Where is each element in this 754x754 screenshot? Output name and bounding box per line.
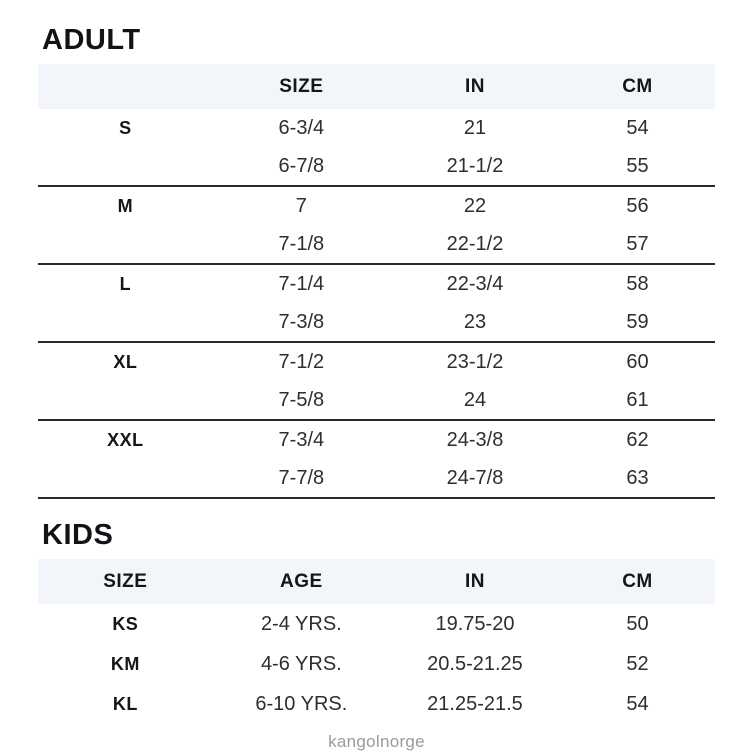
cm-cell: 52 [626, 652, 649, 675]
hat-size-cell: 7 [295, 194, 307, 217]
inches-cell: 24-7/8 [390, 459, 560, 498]
inches-cell: 24-3/8 [446, 428, 504, 451]
footer-watermark: kangolnorge [328, 732, 425, 751]
size-group-label: M [117, 195, 134, 216]
kids-table-row [38, 604, 715, 644]
inches-cell: 22-1/2 [390, 225, 560, 264]
kids-col-header-age: AGE [213, 559, 390, 604]
size-group-label: S [119, 117, 132, 138]
adult-col-header-in: IN [390, 64, 560, 109]
age-cell: 6-10 YRS. [255, 692, 348, 715]
inches-cell: 20.5-21.25 [427, 652, 523, 675]
cm-cell: 56 [626, 194, 649, 217]
size-group-label [38, 225, 213, 264]
cm-cell: 62 [626, 428, 649, 451]
adult-section-title: ADULT [42, 24, 141, 56]
inches-cell: 23-1/2 [446, 350, 504, 373]
size-group-label [38, 303, 213, 342]
adult-table-row [38, 147, 715, 186]
cm-cell: 61 [560, 381, 715, 420]
adult-col-header-blank [38, 64, 213, 109]
inches-cell: 23 [390, 303, 560, 342]
cm-cell: 55 [560, 147, 715, 186]
size-group-label: XL [113, 351, 138, 372]
inches-cell: 21 [463, 116, 487, 139]
inches-cell: 21-1/2 [390, 147, 560, 186]
adult-table-row [38, 109, 715, 147]
size-group-label: L [119, 273, 132, 294]
inches-cell: 21.25-21.5 [427, 692, 523, 715]
adult-size-table [38, 64, 715, 499]
cm-cell: 63 [560, 459, 715, 498]
inches-cell: 19.75-20 [435, 612, 515, 635]
inches-cell: 22-3/4 [446, 272, 504, 295]
kids-table-row [38, 644, 715, 684]
kids-col-header-in: IN [390, 559, 560, 604]
age-cell: 2-4 YRS. [260, 612, 342, 635]
kids-size-table [38, 559, 715, 724]
hat-size-cell: 6-3/4 [278, 116, 325, 139]
cm-cell: 59 [560, 303, 715, 342]
hat-size-cell: 7-1/8 [213, 225, 390, 264]
kids-col-header-cm: CM [560, 559, 715, 604]
inches-cell: 22 [463, 194, 487, 217]
hat-size-cell: 6-7/8 [213, 147, 390, 186]
cm-cell: 50 [626, 612, 649, 635]
hat-size-cell: 7-5/8 [213, 381, 390, 420]
size-group-label: XXL [107, 429, 144, 450]
hat-size-cell: 7-3/4 [278, 428, 325, 451]
hat-size-cell: 7-1/2 [278, 350, 325, 373]
size-group-label: KL [112, 693, 138, 714]
age-cell: 4-6 YRS. [260, 652, 342, 675]
adult-table-row [38, 459, 715, 498]
adult-table-header-row [38, 64, 715, 109]
cm-cell: 57 [560, 225, 715, 264]
hat-size-cell: 7-1/4 [278, 272, 325, 295]
adult-table-row [38, 381, 715, 420]
kids-table-header-row [38, 559, 715, 604]
adult-table-row [38, 342, 715, 381]
adult-col-header-cm: CM [560, 64, 715, 109]
cm-cell: 54 [626, 116, 649, 139]
adult-table-row [38, 420, 715, 459]
adult-table-row [38, 225, 715, 264]
cm-cell: 58 [626, 272, 649, 295]
kids-col-header-size: SIZE [38, 559, 213, 604]
adult-table-row [38, 264, 715, 303]
adult-table-row [38, 303, 715, 342]
kids-table-row [38, 684, 715, 724]
hat-size-cell: 7-7/8 [213, 459, 390, 498]
inches-cell: 24 [390, 381, 560, 420]
adult-col-header-size: SIZE [213, 64, 390, 109]
hat-size-cell: 7-3/8 [213, 303, 390, 342]
cm-cell: 60 [626, 350, 649, 373]
kids-section-title: KIDS [42, 519, 114, 551]
size-group-label [38, 147, 213, 186]
size-group-label [38, 459, 213, 498]
cm-cell: 54 [626, 692, 649, 715]
size-group-label [38, 381, 213, 420]
size-group-label: KS [112, 613, 139, 634]
adult-table-row [38, 186, 715, 225]
size-group-label: KM [110, 653, 140, 674]
